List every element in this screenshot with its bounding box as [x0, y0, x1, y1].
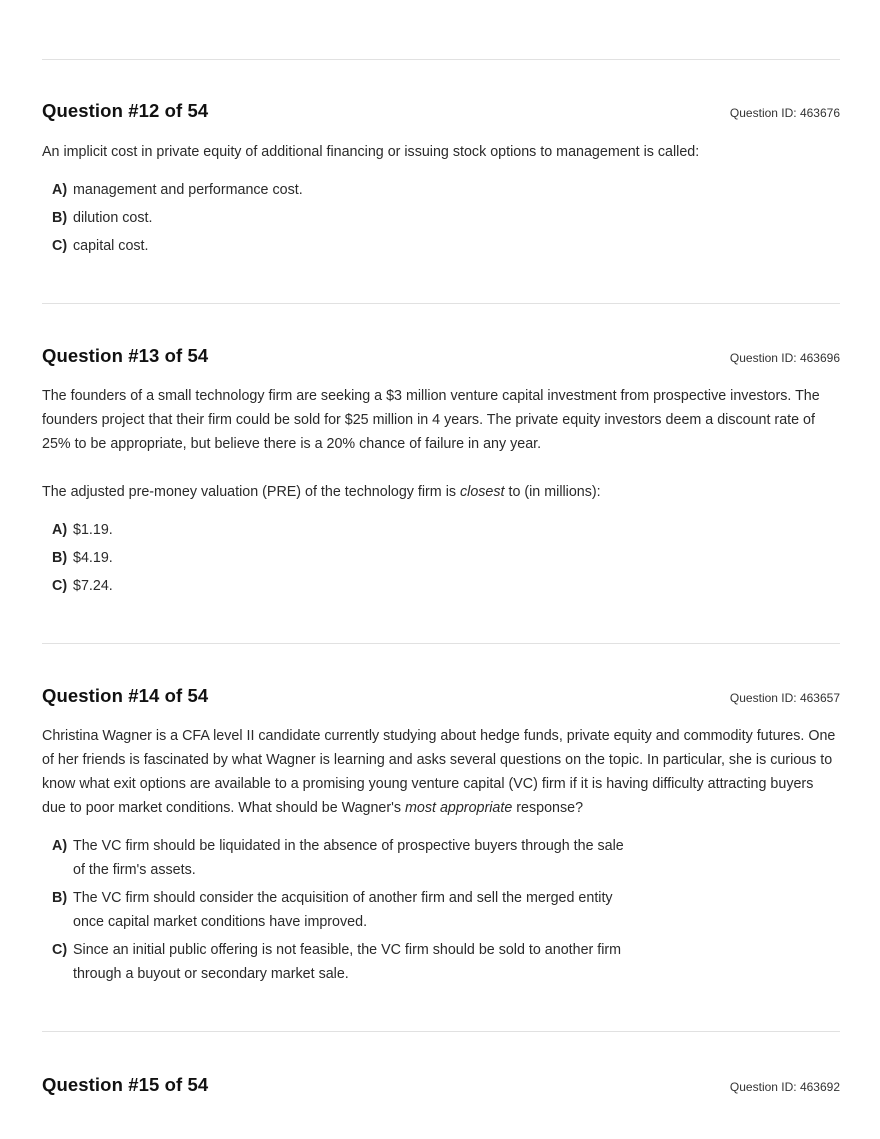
- question-emphasis: most appropriate: [405, 800, 513, 816]
- answer-choice-a[interactable]: [42, 834, 632, 882]
- question-title: Question #15 of 54: [42, 1074, 209, 1095]
- choice-text: $7.24.: [73, 578, 113, 594]
- choice-letter: C): [52, 578, 68, 594]
- section-divider: [42, 59, 840, 60]
- question-13: [42, 345, 840, 602]
- question-title: Question #13 of 54: [42, 345, 209, 366]
- choice-text: The VC firm should be liquidated in the absence of prospective buyers through the sale of the firm's assets.: [73, 838, 624, 878]
- question-header: [42, 685, 840, 713]
- choice-text: capital cost.: [73, 238, 149, 254]
- answer-choice-a[interactable]: [42, 178, 840, 202]
- choice-text: dilution cost.: [73, 210, 153, 226]
- answer-choice-b[interactable]: [42, 206, 840, 230]
- choice-text: Since an initial public offering is not feasible, the VC firm should be sold to another firm through a buyout or secondary market sale.: [73, 942, 622, 982]
- answer-choices: [42, 518, 840, 598]
- question-title: Question #12 of 54: [42, 100, 209, 121]
- prompt-text-end: to (in millions):: [504, 484, 601, 500]
- answer-choices: [42, 834, 632, 986]
- prompt-text: The adjusted pre-money valuation (PRE) of the technology firm is: [42, 484, 460, 500]
- question-header: [42, 100, 840, 128]
- choice-letter: C): [52, 238, 68, 254]
- choice-text: management and performance cost.: [73, 182, 303, 198]
- question-text: [42, 724, 840, 820]
- question-text: The founders of a small technology firm are seeking a $3 million venture capital investment from prospective investors. The founders project that their firm could be sold for $25 million in 4 years. The private equity investors deem a discount rate of 25% to be appropriate, but believe there is a 20% chance of failure in any year.: [42, 388, 820, 452]
- question-text-body: Christina Wagner is a CFA level II candidate currently studying about hedge funds, private equity and commodity futures. One of her friends is fascinated by what Wagner is learning and asks several questions on the topic. In particular, she is curious to know what exit options are available to a promising young venture capital (VC) firm if it is having difficulty attracting buyers due to poor market conditions. What should be Wagner's: [42, 728, 836, 816]
- question-14: [42, 685, 840, 990]
- question-15: [42, 1074, 840, 1102]
- answer-choice-a[interactable]: [42, 518, 840, 542]
- question-text: An implicit cost in private equity of additional financing or issuing stock options to management is called:: [42, 144, 700, 160]
- answer-choice-b[interactable]: [42, 546, 840, 570]
- question-id: Question ID: 463657: [729, 691, 840, 705]
- choice-text: The VC firm should consider the acquisition of another firm and sell the merged entity once capital market conditions have improved.: [73, 890, 613, 930]
- choice-letter: C): [52, 942, 68, 958]
- choice-text: $4.19.: [73, 550, 113, 566]
- question-header: [42, 1074, 840, 1102]
- question-text-end: response?: [512, 800, 584, 816]
- choice-letter: B): [52, 210, 68, 226]
- question-12: [42, 100, 840, 262]
- question-prompt: [42, 480, 840, 504]
- answer-choice-b[interactable]: [42, 886, 632, 934]
- question-id: Question ID: 463676: [729, 106, 840, 120]
- question-title: Question #14 of 54: [42, 685, 209, 706]
- prompt-emphasis: closest: [460, 484, 505, 500]
- answer-choice-c[interactable]: [42, 574, 840, 598]
- choice-letter: B): [52, 550, 68, 566]
- choice-letter: A): [52, 522, 68, 538]
- section-divider: [42, 1031, 840, 1032]
- choice-text: $1.19.: [73, 522, 113, 538]
- section-divider: [42, 643, 840, 644]
- answer-choices: [42, 178, 840, 258]
- section-divider: [42, 303, 840, 304]
- question-id: Question ID: 463692: [729, 1080, 840, 1094]
- choice-letter: B): [52, 890, 68, 906]
- choice-letter: A): [52, 182, 68, 198]
- choice-letter: A): [52, 838, 68, 854]
- answer-choice-c[interactable]: [42, 938, 632, 986]
- question-id: Question ID: 463696: [729, 351, 840, 365]
- question-header: [42, 345, 840, 373]
- answer-choice-c[interactable]: [42, 234, 840, 258]
